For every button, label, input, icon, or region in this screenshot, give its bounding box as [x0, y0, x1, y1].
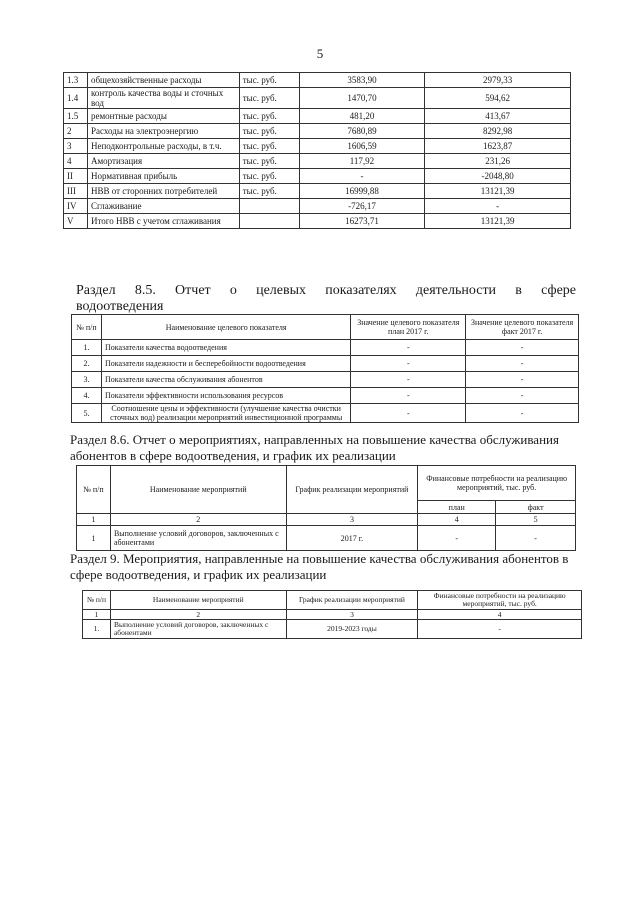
row-number: 3. [72, 372, 102, 388]
col-header-fact: факт [496, 501, 576, 514]
row-value-plan: 481,20 [299, 109, 425, 124]
table-row [64, 124, 571, 139]
row-fact: - [466, 404, 579, 423]
row-number: 4 [64, 154, 88, 169]
row-name: Расходы на электроэнергию [87, 124, 239, 139]
row-value-plan: 3583,90 [299, 73, 425, 88]
row-value-fact: -2048,80 [425, 169, 571, 184]
row-number: II [64, 169, 88, 184]
table-row [72, 404, 579, 423]
column-index: 4 [418, 610, 582, 620]
table-row [83, 620, 582, 639]
row-name: контроль качества воды и сточных вод [87, 88, 239, 109]
row-name: Итого НВВ с учетом сглаживания [87, 214, 239, 229]
col-header-name: Наименование целевого показателя [101, 315, 350, 340]
row-unit: тыс. руб. [239, 169, 299, 184]
row-name: Показатели надежности и бесперебойности водоотведения [101, 356, 350, 372]
row-name: Нормативная прибыль [87, 169, 239, 184]
section-9-title: Раздел 9. Мероприятия, направленные на повышение качества обслуживания абонентов в сфере водоотведения, и график их реализации [70, 551, 569, 582]
row-unit [239, 214, 299, 229]
row-value-fact: 13121,39 [425, 184, 571, 199]
col-header-num: № п/п [72, 315, 102, 340]
col-header-plan: план [418, 501, 496, 514]
col-header-fact: Значение целевого показателя факт 2017 г. [466, 315, 579, 340]
column-index: 3 [286, 610, 418, 620]
row-number: III [64, 184, 88, 199]
row-name: НВВ от сторонних потребителей [87, 184, 239, 199]
col-header-finance: Финансовые потребности на реализацию мероприятий, тыс. руб. [418, 466, 576, 501]
row-fact: - [466, 340, 579, 356]
col-header-finance: Финансовые потребности на реализацию мероприятий, тыс. руб. [418, 591, 582, 610]
row-value-fact: - [425, 199, 571, 214]
section-8-6-title: Раздел 8.6. Отчет о мероприятиях, направленных на повышение качества обслуживания абонентов в сфере водоотведения, и график их реализации [70, 432, 559, 463]
row-value-plan: -726,17 [299, 199, 425, 214]
row-plan: - [351, 356, 466, 372]
row-plan: - [418, 526, 496, 551]
row-schedule: 2019-2023 годы [286, 620, 418, 639]
row-number: V [64, 214, 88, 229]
row-unit [239, 199, 299, 214]
row-name: Показатели качества обслуживания абонентов [101, 372, 350, 388]
row-value-plan: 1470,70 [299, 88, 425, 109]
table-row [72, 356, 579, 372]
row-value-plan: 7680,89 [299, 124, 425, 139]
column-index: 1 [77, 514, 111, 526]
row-number: 3 [64, 139, 88, 154]
table-row [72, 388, 579, 404]
row-schedule: 2017 г. [286, 526, 418, 551]
table-row [64, 139, 571, 154]
row-name: Показатели эффективности использования ресурсов [101, 388, 350, 404]
row-unit: тыс. руб. [239, 139, 299, 154]
table-row [77, 526, 576, 551]
row-value-fact: 1623,87 [425, 139, 571, 154]
col-header-num: № п/п [83, 591, 111, 610]
row-value-fact: 2979,33 [425, 73, 571, 88]
table-row [64, 169, 571, 184]
row-unit: тыс. руб. [239, 73, 299, 88]
row-name: ремонтные расходы [87, 109, 239, 124]
row-fact: - [466, 356, 579, 372]
table-row [64, 109, 571, 124]
page-number: 5 [316, 46, 324, 61]
row-plan: - [351, 404, 466, 423]
row-value-fact: 231,26 [425, 154, 571, 169]
costs-table [63, 72, 571, 229]
row-plan: - [351, 388, 466, 404]
row-number: 1.3 [64, 73, 88, 88]
column-index: 1 [83, 610, 111, 620]
row-number: 4. [72, 388, 102, 404]
row-unit: тыс. руб. [239, 154, 299, 169]
row-name: Показатели качества водоотведения [101, 340, 350, 356]
row-name: Неподконтрольные расходы, в т.ч. [87, 139, 239, 154]
row-value-plan: 1606,59 [299, 139, 425, 154]
row-value-plan: 16273,71 [299, 214, 425, 229]
row-number: 1. [72, 340, 102, 356]
row-value-fact: 8292,98 [425, 124, 571, 139]
col-header-num: № п/п [77, 466, 111, 514]
column-index: 2 [110, 514, 286, 526]
row-plan: - [351, 340, 466, 356]
row-value-fact: 594,62 [425, 88, 571, 109]
row-number: 2. [72, 356, 102, 372]
col-header-plan: Значение целевого показателя план 2017 г. [351, 315, 466, 340]
col-header-schedule: График реализации мероприятий [286, 466, 418, 514]
col-header-name: Наименование мероприятий [110, 466, 286, 514]
row-fact: - [466, 388, 579, 404]
row-unit: тыс. руб. [239, 124, 299, 139]
row-unit: тыс. руб. [239, 88, 299, 109]
row-number: 1 [77, 526, 111, 551]
row-number: 1. [83, 620, 111, 639]
table-row [64, 199, 571, 214]
table-row [64, 73, 571, 88]
row-unit: тыс. руб. [239, 184, 299, 199]
table-row [72, 340, 579, 356]
row-name: Сглаживание [87, 199, 239, 214]
row-name: Амортизация [87, 154, 239, 169]
row-plan: - [351, 372, 466, 388]
row-unit: тыс. руб. [239, 109, 299, 124]
target-indicators-table [71, 314, 579, 423]
column-index: 4 [418, 514, 496, 526]
table-row [64, 154, 571, 169]
measures-report-table [76, 465, 576, 551]
column-index: 2 [110, 610, 286, 620]
col-header-schedule: График реализации мероприятий [286, 591, 418, 610]
table-row [64, 184, 571, 199]
row-number: 1.4 [64, 88, 88, 109]
table-row [72, 372, 579, 388]
row-value-plan: 16999,88 [299, 184, 425, 199]
section-8-5-title-cont: водоотведения [76, 299, 164, 314]
row-value-plan: - [299, 169, 425, 184]
row-value-fact: 413,67 [425, 109, 571, 124]
row-name: Выполнение условий договоров, заключенных с абонентами [110, 620, 286, 639]
row-number: 2 [64, 124, 88, 139]
row-name: общехозяйственные расходы [87, 73, 239, 88]
row-number: IV [64, 199, 88, 214]
row-value-fact: 13121,39 [425, 214, 571, 229]
row-value-plan: 117,92 [299, 154, 425, 169]
section-8-5-title: Раздел 8.5. Отчет о целевых показателях деятельности в сфере [76, 283, 576, 298]
table-row [64, 88, 571, 109]
column-index: 5 [496, 514, 576, 526]
row-name: Выполнение условий договоров, заключенных с абонентами [110, 526, 286, 551]
row-finance: - [418, 620, 582, 639]
col-header-name: Наименование мероприятий [110, 591, 286, 610]
row-number: 1.5 [64, 109, 88, 124]
row-name: Соотношение цены и эффективности (улучшение качества очистки сточных вод) реализации мероприятий инвестиционной программы [101, 404, 350, 423]
column-index: 3 [286, 514, 418, 526]
table-row [64, 214, 571, 229]
row-fact: - [466, 372, 579, 388]
row-number: 5. [72, 404, 102, 423]
row-fact: - [496, 526, 576, 551]
planned-measures-table [82, 590, 582, 639]
